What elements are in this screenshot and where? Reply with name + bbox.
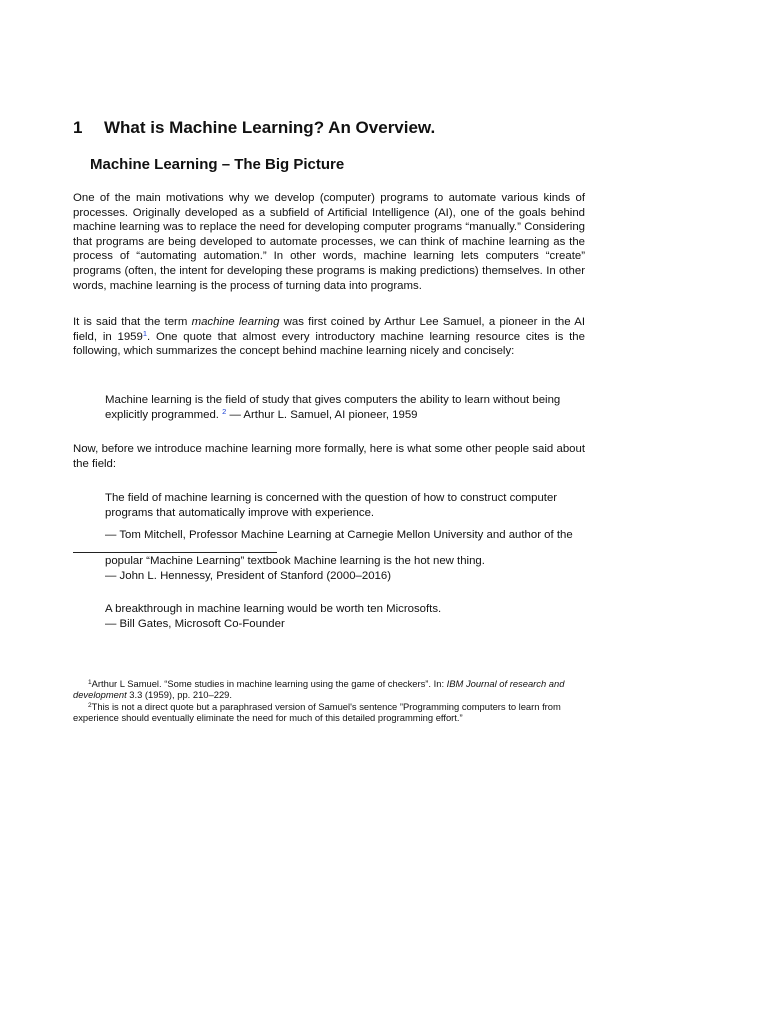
quote-hennessy: [105, 554, 575, 583]
quote-gates: [105, 602, 575, 631]
paragraph-origin-text-c: . One quote that almost every introductory machine learning resource cites is the following, which summarizes the concept behind machine learning nicely and concisely:: [73, 330, 585, 358]
footnote-rule: [73, 552, 277, 553]
footnote-ref-2[interactable]: 2: [222, 406, 227, 416]
quote-mitchell-text: The field of machine learning is concerned with the question of how to construct computer programs that automatically improve with experience.: [105, 492, 558, 519]
quote-mitchell-attribution: — Tom Mitchell, Professor Machine Learning at Carnegie Mellon University and author of the: [105, 529, 573, 541]
footnote-1-journal: IBM Journal of research and development: [73, 678, 565, 701]
footnote-1-mark: 1: [88, 679, 92, 686]
footnote-1: [73, 678, 585, 701]
quote-hennessy-text: popular “Machine Learning” textbook Machine learning is the hot new thing.: [105, 555, 485, 567]
quote-samuel-attribution: — Arthur L. Samuel, AI pioneer, 1959: [226, 408, 418, 421]
quote-samuel-text: Machine learning is the field of study that gives computers the ability to learn without being explicitly programmed.: [105, 394, 561, 421]
footnote-2-text: This is not a direct quote but a paraphrased version of Samuel's sentence ”Programming computers to learn from experience should eventually eliminate the need for much of this detailed programming effort.”: [73, 700, 561, 724]
paragraph-origin: [73, 315, 585, 359]
quote-gates-attribution: — Bill Gates, Microsoft Co-Founder: [105, 617, 285, 630]
subsection-heading: Machine Learning – The Big Picture: [90, 156, 345, 173]
paragraph-origin-text-b: was first coined by Arthur Lee Samuel, a pioneer in the AI field, in 1959: [73, 316, 585, 343]
section-title-text: What is Machine Learning? An Overview.: [104, 118, 436, 137]
quote-hennessy-attribution: — John L. Hennessy, President of Stanford (2000–2016): [105, 569, 391, 582]
footnote-2-mark: 2: [88, 701, 92, 709]
section-number: 1: [73, 118, 83, 137]
paragraph-motivation: One of the main motivations why we develop (computer) programs to automate various kinds of processes. Originally developed as a subfield of Artificial Intelligence (AI), one of the goals behind machine learning was to replace the need for developing computer programs “manually.” Considering that programs are being developed to automate processes, we can think of machine learning as the process of “automating automation.” In other words, machine learning lets computers “create” programs (often, the intent for developing these programs is making predictions) themselves. In other words, machine learning is the process of turning data into programs.: [73, 192, 585, 292]
footnote-1-text-b: 3.3 (1959), pp. 210–229.: [126, 689, 232, 701]
footnote-2: [73, 701, 585, 724]
quote-samuel: [105, 393, 565, 422]
quote-gates-text: A breakthrough in machine learning would be worth ten Microsofts.: [105, 603, 442, 615]
section-heading: [73, 118, 435, 138]
footnotes: [73, 678, 585, 724]
footnote-ref-1[interactable]: 1: [142, 328, 148, 338]
footnote-1-text-a: Arthur L Samuel. “Some studies in machine learning using the game of checkers”. In:: [91, 678, 447, 689]
term-machine-learning: machine learning: [191, 316, 280, 328]
paragraph-intro-quotes: Now, before we introduce machine learning more formally, here is what some other people said about the field:: [73, 443, 585, 470]
paragraph-origin-text-a: It is said that the term: [73, 316, 192, 328]
